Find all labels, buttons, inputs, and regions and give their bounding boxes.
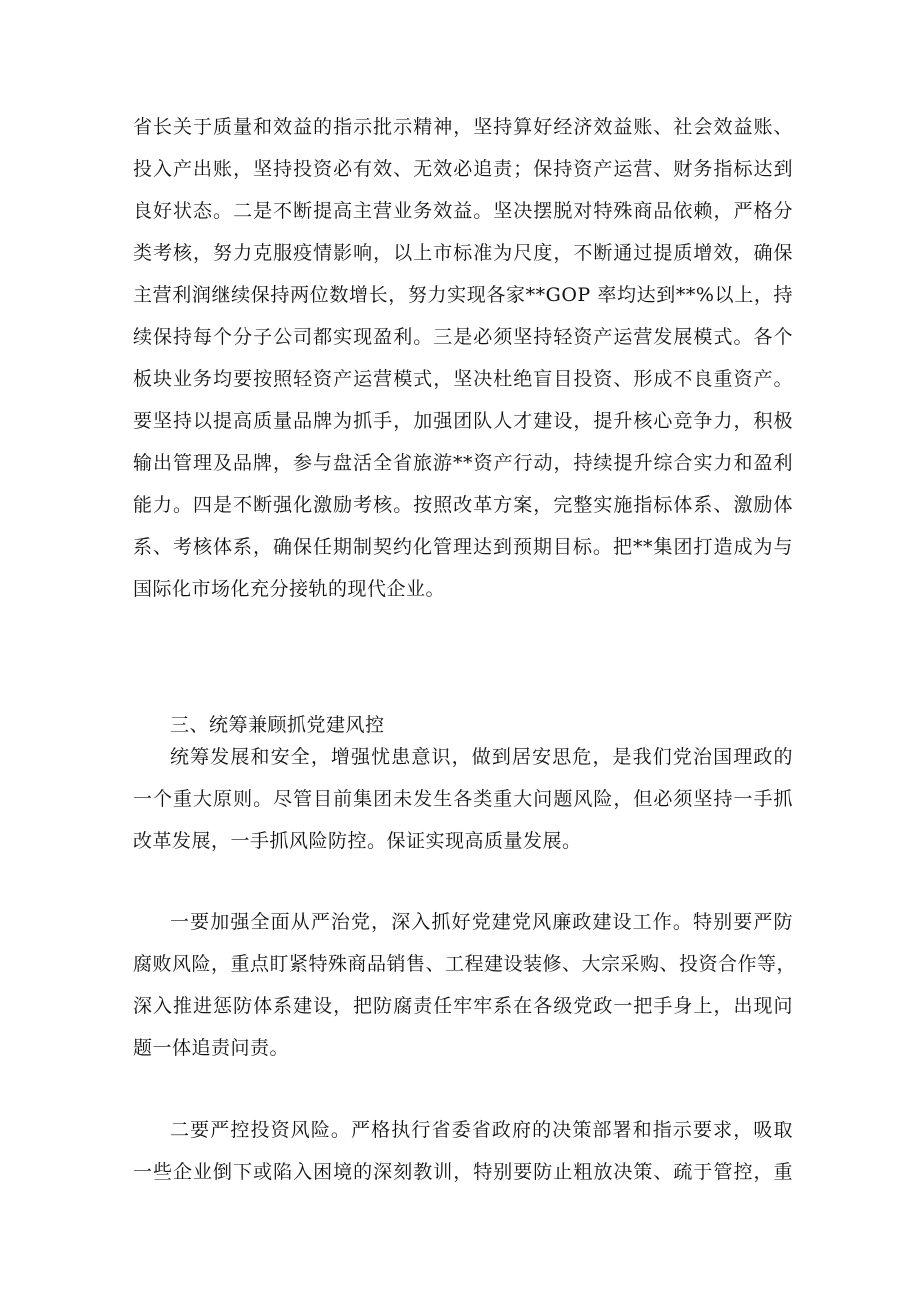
text-line: 二要严控投资风险。严格执行省委省政府的决策部署和指示要求，吸取 bbox=[170, 1119, 793, 1141]
paragraph-security bbox=[133, 736, 793, 862]
text-line: 良好状态。二是不断提高主营业务效益。坚决摆脱对特殊商品依赖，严格分 bbox=[133, 200, 793, 222]
paragraph-party-discipline bbox=[133, 901, 797, 1069]
text-line: 国际化市场化充分接轨的现代企业。 bbox=[133, 578, 446, 600]
text-line: 板块业务均要按照轻资产运营模式，坚决杜绝盲目投资、形成不良重资产。 bbox=[133, 368, 793, 390]
text-line: 系、考核体系，确保任期制契约化管理达到预期目标。把**集团打造成为与 bbox=[133, 536, 793, 558]
paragraph-continuation bbox=[133, 106, 793, 610]
text-line: 要坚持以提高质量品牌为抓手，加强团队人才建设，提升核心竞争力，积极 bbox=[133, 410, 793, 432]
text-line: 投入产出账，坚持投资必有效、无效必追责；保持资产运营、财务指标达到 bbox=[133, 158, 793, 180]
text-line: 类考核，努力克服疫情影响，以上市标准为尺度，不断通过提质增效，确保 bbox=[133, 242, 793, 264]
text-line: 输出管理及品牌，参与盘活全省旅游**资产行动，持续提升综合实力和盈利 bbox=[133, 452, 793, 474]
paragraph-investment-risk bbox=[133, 1109, 793, 1193]
text-line: 省长关于质量和效益的指示批示精神，坚持算好经济效益账、社会效益账、 bbox=[133, 116, 793, 138]
text-line: 能力。四是不断强化激励考核。按照改革方案，完整实施指标体系、激励体 bbox=[133, 494, 793, 516]
text-line: 题一体追责问责。 bbox=[133, 1037, 290, 1059]
text-line: 一些企业倒下或陷入困境的深刻教训，特别要防止粗放决策、疏于管控，重 bbox=[133, 1161, 793, 1183]
section-heading: 三、统筹兼顾抓党建风控 bbox=[170, 714, 385, 736]
text-line: 一要加强全面从严治党，深入抓好党建党风廉政建设工作。特别要严防 bbox=[170, 911, 793, 933]
text-line: 改革发展，一手抓风险防控。保证实现高质量发展。 bbox=[133, 830, 582, 852]
text-line: 腐败风险，重点盯紧特殊商品销售、工程建设装修、大宗采购、投资合作等， bbox=[133, 953, 797, 975]
text-line: 一个重大原则。尽管目前集团未发生各类重大问题风险，但必须坚持一手抓 bbox=[133, 788, 793, 810]
text-line: 深入推进惩防体系建设，把防腐责任牢牢系在各级党政一把手身上，出现问 bbox=[133, 995, 793, 1017]
text-line: 主营利润继续保持两位数增长，努力实现各家**GOP 率均达到**%以上，持 bbox=[133, 284, 793, 306]
text-line: 续保持每个分子公司都实现盈利。三是必须坚持轻资产运营发展模式。各个 bbox=[133, 326, 793, 348]
text-line: 统筹发展和安全，增强忧患意识，做到居安思危，是我们党治国理政的 bbox=[170, 746, 793, 768]
